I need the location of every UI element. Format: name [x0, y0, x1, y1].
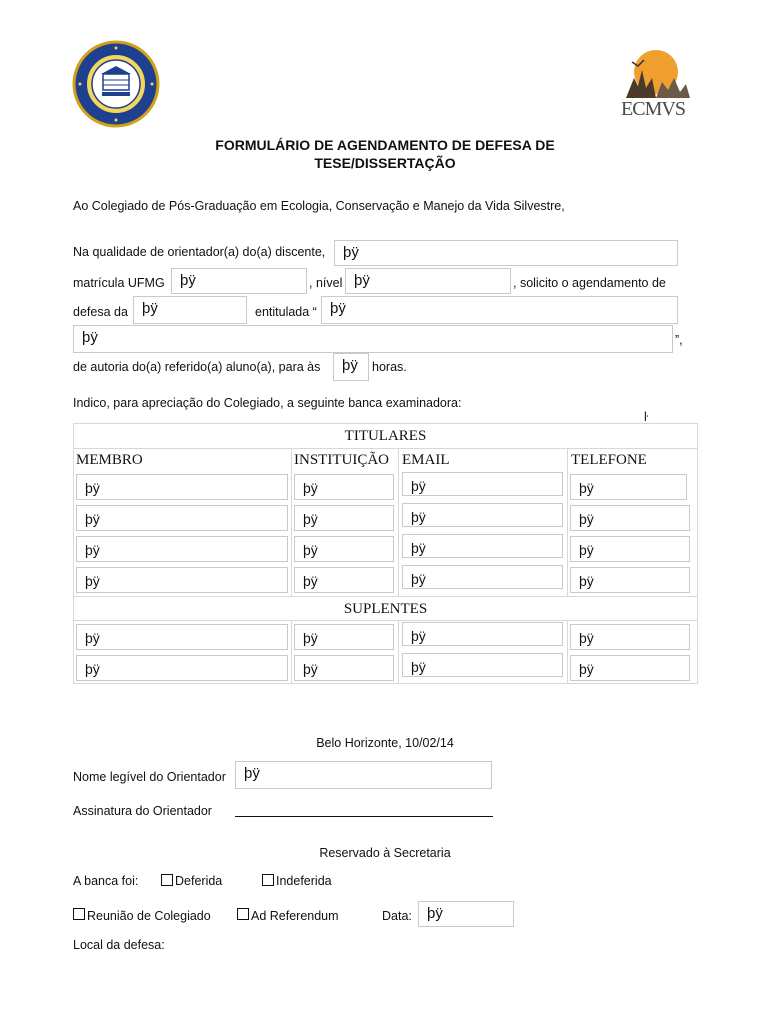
banca-foi-label: A banca foi:: [73, 874, 139, 888]
defesa-da-label: defesa da: [73, 305, 128, 319]
titulares-heading: TITULARES: [344, 428, 427, 444]
ad-referendum-label: Ad Referendum: [251, 909, 339, 923]
titular-3-telefone[interactable]: þÿ: [570, 536, 690, 562]
matricula-label: matrícula UFMG: [73, 276, 165, 290]
titulo-field-line2[interactable]: þÿ: [73, 325, 673, 353]
suplente-1-membro[interactable]: þÿ: [76, 624, 288, 650]
titular-3-membro[interactable]: þÿ: [76, 536, 288, 562]
stray-mark: ŀ: [644, 410, 649, 424]
table-divider: [291, 448, 292, 596]
matricula-field[interactable]: þÿ: [171, 268, 307, 294]
deferida-checkbox[interactable]: [161, 874, 173, 886]
horas-label: horas.: [372, 360, 407, 374]
titular-3-instituicao[interactable]: þÿ: [294, 536, 394, 562]
local-defesa-label: Local da defesa:: [73, 938, 165, 952]
titular-2-membro[interactable]: þÿ: [76, 505, 288, 531]
table-divider: [567, 448, 568, 596]
ecmvs-logo: [612, 48, 694, 120]
titular-4-telefone[interactable]: þÿ: [570, 567, 690, 593]
deferida-label: Deferida: [175, 874, 223, 888]
solicito-label: , solicito o agendamento de: [513, 276, 666, 290]
indeferida-label: Indeferida: [276, 874, 332, 888]
data-field[interactable]: þÿ: [418, 901, 514, 927]
indico-text: Indico, para apreciação do Colegiado, a seguinte banca examinadora:: [73, 396, 462, 410]
discente-field[interactable]: þÿ: [334, 240, 678, 266]
suplente-1-email[interactable]: þÿ: [402, 622, 563, 646]
indeferida-checkbox[interactable]: [262, 874, 274, 886]
titular-4-membro[interactable]: þÿ: [76, 567, 288, 593]
titular-4-email[interactable]: þÿ: [402, 565, 563, 589]
place-date: Belo Horizonte, 10/02/14: [316, 736, 454, 750]
defesa-type-field[interactable]: þÿ: [133, 296, 247, 324]
page-title-line1: FORMULÁRIO DE AGENDAMENTO DE DEFESA DE: [215, 137, 555, 153]
table-divider: [567, 620, 568, 684]
header-email: EMAIL: [402, 452, 450, 468]
reservado-secretaria: Reservado à Secretaria: [319, 846, 451, 860]
titular-2-instituicao[interactable]: þÿ: [294, 505, 394, 531]
ufmg-seal-logo: [72, 40, 160, 128]
titular-1-instituicao[interactable]: þÿ: [294, 474, 394, 500]
titular-1-email[interactable]: þÿ: [402, 472, 563, 496]
header-instituicao: INSTITUIÇÃO: [294, 452, 389, 468]
titular-3-email[interactable]: þÿ: [402, 534, 563, 558]
titular-1-telefone[interactable]: þÿ: [570, 474, 687, 500]
suplente-1-telefone[interactable]: þÿ: [570, 624, 690, 650]
nivel-field[interactable]: þÿ: [345, 268, 511, 294]
nome-orientador-field[interactable]: þÿ: [235, 761, 492, 789]
header-telefone: TELEFONE: [571, 452, 647, 468]
nivel-label: , nível: [309, 276, 343, 290]
reuniao-label: Reunião de Colegiado: [87, 909, 211, 923]
suplentes-heading: SUPLENTES: [343, 601, 428, 617]
table-divider: [398, 448, 399, 596]
titular-2-telefone[interactable]: þÿ: [570, 505, 690, 531]
ecmvs-logo-text: ECMVS: [621, 98, 685, 120]
titular-4-instituicao[interactable]: þÿ: [294, 567, 394, 593]
table-divider: [73, 448, 698, 449]
nome-orientador-label: Nome legível do Orientador: [73, 770, 226, 784]
entitulada-label: entitulada “: [255, 305, 317, 319]
assinatura-label: Assinatura do Orientador: [73, 804, 212, 818]
suplente-2-email[interactable]: þÿ: [402, 653, 563, 677]
titular-2-email[interactable]: þÿ: [402, 503, 563, 527]
close-quote: ”,: [675, 333, 683, 347]
orientador-label: Na qualidade de orientador(a) do(a) discente,: [73, 245, 326, 259]
table-divider: [291, 620, 292, 684]
autoria-label: de autoria do(a) referido(a) aluno(a), para às: [73, 360, 321, 374]
signature-line[interactable]: [235, 816, 493, 817]
suplente-1-instituicao[interactable]: þÿ: [294, 624, 394, 650]
titular-1-membro[interactable]: þÿ: [76, 474, 288, 500]
suplente-2-membro[interactable]: þÿ: [76, 655, 288, 681]
greeting-text: Ao Colegiado de Pós-Graduação em Ecologia, Conservação e Manejo da Vida Silvestre,: [73, 199, 565, 213]
titulo-field-line1[interactable]: þÿ: [321, 296, 678, 324]
ad-referendum-checkbox[interactable]: [237, 908, 249, 920]
table-divider: [73, 620, 698, 621]
suplente-2-instituicao[interactable]: þÿ: [294, 655, 394, 681]
horas-field[interactable]: þÿ: [333, 353, 369, 381]
header-membro: MEMBRO: [76, 452, 143, 468]
table-divider: [398, 620, 399, 684]
table-divider: [73, 596, 698, 597]
data-label: Data:: [382, 909, 412, 923]
reuniao-checkbox[interactable]: [73, 908, 85, 920]
page-title-line2: TESE/DISSERTAÇÃO: [314, 155, 456, 171]
suplente-2-telefone[interactable]: þÿ: [570, 655, 690, 681]
